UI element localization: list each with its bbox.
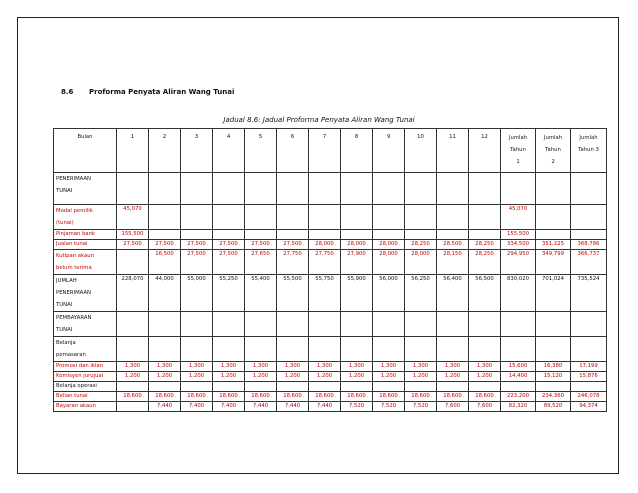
belanja-pemasaran-cell	[309, 337, 341, 362]
komisyen-jurujual-value: 1,200	[469, 372, 501, 382]
pinjaman-cell	[149, 230, 181, 240]
penerimaan-cell	[536, 173, 571, 205]
jualan-tunai-value: 28,250	[469, 240, 501, 250]
jualan-tunai-value: 28,000	[309, 240, 341, 250]
pinjaman-cell	[277, 230, 309, 240]
kutipan-akaun-value: 28,150	[437, 250, 469, 275]
header-month-8: 8	[341, 129, 373, 173]
kutipan-akaun-value: 27,650	[245, 250, 277, 275]
komisyen-jurujual-value: 1,200	[341, 372, 373, 382]
penerimaan-cell	[405, 173, 437, 205]
bayaran-akaun-value: 82,320	[501, 402, 536, 412]
label-pinjaman-bank: Pinjaman bank	[54, 230, 117, 240]
modal-cell	[405, 205, 437, 230]
jumlah-penerimaan-value: 55,500	[277, 275, 309, 312]
header-bulan: Bulan	[54, 129, 117, 173]
penerimaan-cell	[181, 173, 213, 205]
penerimaan-cell	[469, 173, 501, 205]
header-month-12: 12	[469, 129, 501, 173]
komisyen-jurujual-value: 1,200	[405, 372, 437, 382]
belanja-operasi-cell	[149, 382, 181, 392]
bayaran-akaun-value: 7,400	[213, 402, 245, 412]
belanja-pemasaran-cell	[373, 337, 405, 362]
belanja-operasi-cell	[277, 382, 309, 392]
belanja-pemasaran-cell	[149, 337, 181, 362]
modal-cell	[245, 205, 277, 230]
label-komisyen-jurujual: Komisyen jurujual	[54, 372, 117, 382]
section-title: Proforma Penyata Aliran Wang Tunai	[89, 88, 235, 96]
promosi-iklan-value: 1,300	[149, 362, 181, 372]
belian-tunai-value: 18,600	[469, 392, 501, 402]
label-jumlah-penerimaan: JUMLAH PENERIMAAN TUNAI	[54, 275, 117, 312]
header-month-5: 5	[245, 129, 277, 173]
promosi-iklan-value: 1,300	[277, 362, 309, 372]
label-jualan-tunai: Jualan tunai	[54, 240, 117, 250]
kutipan-akaun-value: 27,500	[213, 250, 245, 275]
modal-cell	[213, 205, 245, 230]
belian-tunai-value: 18,600	[213, 392, 245, 402]
label-penerimaan-tunai: PENERIMAAN TUNAI	[54, 173, 117, 205]
section-heading	[61, 88, 234, 96]
bayaran-akaun-value: 7,400	[181, 402, 213, 412]
jualan-tunai-value: 334,500	[501, 240, 536, 250]
promosi-iklan-value: 1,300	[181, 362, 213, 372]
header-month-6: 6	[277, 129, 309, 173]
penerimaan-cell	[213, 173, 245, 205]
pembayaran-cell	[117, 312, 149, 337]
cash-flow-table	[53, 128, 607, 412]
row-pinjaman-bank	[54, 230, 607, 240]
pembayaran-cell	[536, 312, 571, 337]
pinjaman-cell	[341, 230, 373, 240]
belanja-operasi-cell	[341, 382, 373, 392]
label-belian-tunai: Belian tunai	[54, 392, 117, 402]
label-bayaran-akaun: Bayaran akaun	[54, 402, 117, 412]
promosi-iklan-value: 1,300	[437, 362, 469, 372]
kutipan-akaun-value: 294,950	[501, 250, 536, 275]
bayaran-akaun-value	[117, 402, 149, 412]
komisyen-jurujual-value: 1,200	[373, 372, 405, 382]
bayaran-akaun-value: 7,600	[437, 402, 469, 412]
komisyen-jurujual-value: 1,200	[277, 372, 309, 382]
row-komisyen-jurujual	[54, 372, 607, 382]
modal-jumlah-1: 45,070	[501, 205, 536, 230]
jualan-tunai-value: 28,000	[341, 240, 373, 250]
header-month-3: 3	[181, 129, 213, 173]
belanja-operasi-cell	[536, 382, 571, 392]
komisyen-jurujual-value: 1,200	[149, 372, 181, 382]
belian-tunai-value: 18,600	[437, 392, 469, 402]
belanja-operasi-cell	[245, 382, 277, 392]
pinjaman-cell	[469, 230, 501, 240]
belanja-operasi-cell	[213, 382, 245, 392]
modal-cell	[469, 205, 501, 230]
pembayaran-cell	[149, 312, 181, 337]
label-promosi-iklan: Promosi dan iklan	[54, 362, 117, 372]
pembayaran-cell	[437, 312, 469, 337]
modal-cell	[309, 205, 341, 230]
pinjaman-cell	[309, 230, 341, 240]
row-modal-pemilik	[54, 205, 607, 230]
belanja-operasi-cell	[469, 382, 501, 392]
row-penerimaan-tunai	[54, 173, 607, 205]
modal-cell	[437, 205, 469, 230]
belanja-pemasaran-cell	[536, 337, 571, 362]
modal-jumlah-2	[536, 205, 571, 230]
pembayaran-cell	[571, 312, 607, 337]
modal-jumlah-3	[571, 205, 607, 230]
belian-tunai-value: 18,600	[245, 392, 277, 402]
belanja-pemasaran-cell	[469, 337, 501, 362]
header-jumlah-tahun-2: Jumlah Tahun 2	[536, 129, 571, 173]
jumlah-penerimaan-value: 55,750	[309, 275, 341, 312]
kutipan-akaun-value: 28,000	[405, 250, 437, 275]
jumlah-penerimaan-value: 735,524	[571, 275, 607, 312]
penerimaan-cell	[149, 173, 181, 205]
kutipan-akaun-value: 366,737	[571, 250, 607, 275]
jumlah-penerimaan-value: 228,070	[117, 275, 149, 312]
komisyen-jurujual-value: 1,200	[181, 372, 213, 382]
label-kutipan-akaun: Kutipan akaun belum terima	[54, 250, 117, 275]
pinjaman-cell	[405, 230, 437, 240]
penerimaan-cell	[309, 173, 341, 205]
kutipan-akaun-value: 16,500	[149, 250, 181, 275]
promosi-iklan-value: 1,300	[373, 362, 405, 372]
jumlah-penerimaan-value: 56,400	[437, 275, 469, 312]
row-belanja-pemasaran	[54, 337, 607, 362]
komisyen-jurujual-value: 1,200	[213, 372, 245, 382]
pembayaran-cell	[373, 312, 405, 337]
header-jumlah-tahun-3: Jumlah Tahun 3	[571, 129, 607, 173]
promosi-iklan-value: 15,600	[501, 362, 536, 372]
belanja-pemasaran-cell	[117, 337, 149, 362]
belian-tunai-value: 18,600	[149, 392, 181, 402]
belanja-pemasaran-cell	[277, 337, 309, 362]
promosi-iklan-value: 1,300	[405, 362, 437, 372]
komisyen-jurujual-value: 1,200	[117, 372, 149, 382]
belian-tunai-value: 234,360	[536, 392, 571, 402]
bayaran-akaun-value: 7,440	[149, 402, 181, 412]
pinjaman-jumlah-3	[571, 230, 607, 240]
bayaran-akaun-value: 7,520	[405, 402, 437, 412]
jualan-tunai-value: 368,786	[571, 240, 607, 250]
jualan-tunai-value: 27,500	[213, 240, 245, 250]
jualan-tunai-value: 28,000	[373, 240, 405, 250]
row-promosi-iklan	[54, 362, 607, 372]
bayaran-akaun-value: 7,440	[277, 402, 309, 412]
komisyen-jurujual-value: 1,200	[309, 372, 341, 382]
promosi-iklan-value: 16,380	[536, 362, 571, 372]
belian-tunai-value: 18,600	[277, 392, 309, 402]
header-month-7: 7	[309, 129, 341, 173]
pinjaman-cell	[181, 230, 213, 240]
jualan-tunai-value: 351,225	[536, 240, 571, 250]
belanja-pemasaran-cell	[405, 337, 437, 362]
penerimaan-cell	[571, 173, 607, 205]
jumlah-penerimaan-value: 56,250	[405, 275, 437, 312]
row-belanja-operasi	[54, 382, 607, 392]
jumlah-penerimaan-value: 55,900	[341, 275, 373, 312]
modal-cell	[341, 205, 373, 230]
jumlah-penerimaan-value: 44,000	[149, 275, 181, 312]
belian-tunai-value: 18,600	[373, 392, 405, 402]
jumlah-penerimaan-value: 56,000	[373, 275, 405, 312]
table-caption: Jadual 8.6: Jadual Proforma Penyata Aliran Wang Tunai	[223, 116, 415, 124]
promosi-iklan-value: 1,300	[469, 362, 501, 372]
kutipan-akaun-value: 27,750	[277, 250, 309, 275]
pembayaran-cell	[501, 312, 536, 337]
penerimaan-cell	[341, 173, 373, 205]
komisyen-jurujual-value: 14,400	[501, 372, 536, 382]
komisyen-jurujual-value: 1,200	[245, 372, 277, 382]
label-pembayaran-tunai: PEMBAYARAN TUNAI	[54, 312, 117, 337]
row-bayaran-akaun	[54, 402, 607, 412]
header-month-10: 10	[405, 129, 437, 173]
jumlah-penerimaan-value: 55,250	[213, 275, 245, 312]
bayaran-akaun-value: 89,520	[536, 402, 571, 412]
pembayaran-cell	[245, 312, 277, 337]
penerimaan-cell	[437, 173, 469, 205]
belian-tunai-value: 223,200	[501, 392, 536, 402]
row-belian-tunai	[54, 392, 607, 402]
kutipan-akaun-value: 28,250	[469, 250, 501, 275]
jualan-tunai-value: 27,500	[277, 240, 309, 250]
belian-tunai-value: 18,600	[309, 392, 341, 402]
header-row	[54, 129, 607, 173]
pinjaman-cell	[245, 230, 277, 240]
komisyen-jurujual-value: 15,120	[536, 372, 571, 382]
pembayaran-cell	[469, 312, 501, 337]
penerimaan-cell	[277, 173, 309, 205]
header-month-2: 2	[149, 129, 181, 173]
belian-tunai-value: 18,600	[341, 392, 373, 402]
row-pembayaran-tunai	[54, 312, 607, 337]
header-month-1: 1	[117, 129, 149, 173]
header-month-4: 4	[213, 129, 245, 173]
pembayaran-cell	[405, 312, 437, 337]
promosi-iklan-value: 1,300	[309, 362, 341, 372]
bayaran-akaun-value: 7,520	[341, 402, 373, 412]
bayaran-akaun-value: 7,440	[309, 402, 341, 412]
header-jumlah-tahun-1: Jumlah Tahun 1	[501, 129, 536, 173]
penerimaan-cell	[501, 173, 536, 205]
pembayaran-cell	[309, 312, 341, 337]
komisyen-jurujual-value: 15,876	[571, 372, 607, 382]
label-modal-pemilik: Modal pemilik (tunai)	[54, 205, 117, 230]
belanja-pemasaran-cell	[437, 337, 469, 362]
belanja-operasi-cell	[181, 382, 213, 392]
kutipan-akaun-value: 28,000	[373, 250, 405, 275]
belanja-operasi-cell	[309, 382, 341, 392]
jualan-tunai-value: 27,500	[149, 240, 181, 250]
belanja-operasi-cell	[437, 382, 469, 392]
kutipan-akaun-value: 27,900	[341, 250, 373, 275]
jualan-tunai-value: 27,500	[117, 240, 149, 250]
promosi-iklan-value: 1,300	[117, 362, 149, 372]
belanja-pemasaran-cell	[501, 337, 536, 362]
belanja-operasi-cell	[501, 382, 536, 392]
penerimaan-cell	[117, 173, 149, 205]
modal-cell	[181, 205, 213, 230]
pinjaman-jumlah-2	[536, 230, 571, 240]
pinjaman-cell	[437, 230, 469, 240]
promosi-iklan-value: 1,300	[245, 362, 277, 372]
jualan-tunai-value: 27,500	[181, 240, 213, 250]
belanja-operasi-cell	[405, 382, 437, 392]
belanja-operasi-cell	[117, 382, 149, 392]
bayaran-akaun-value: 94,374	[571, 402, 607, 412]
modal-month-1: 45,070	[117, 205, 149, 230]
header-month-11: 11	[437, 129, 469, 173]
jumlah-penerimaan-value: 55,000	[181, 275, 213, 312]
jumlah-penerimaan-value: 701,024	[536, 275, 571, 312]
belian-tunai-value: 18,600	[117, 392, 149, 402]
bayaran-akaun-value: 7,520	[373, 402, 405, 412]
pembayaran-cell	[181, 312, 213, 337]
belian-tunai-value: 246,078	[571, 392, 607, 402]
jumlah-penerimaan-value: 56,500	[469, 275, 501, 312]
pinjaman-jumlah-1: 155,500	[501, 230, 536, 240]
modal-cell	[149, 205, 181, 230]
row-kutipan-akaun	[54, 250, 607, 275]
jumlah-penerimaan-value: 55,400	[245, 275, 277, 312]
kutipan-akaun-value	[117, 250, 149, 275]
kutipan-akaun-value: 27,500	[181, 250, 213, 275]
section-number: 8.6	[61, 88, 74, 96]
belanja-operasi-cell	[571, 382, 607, 392]
belian-tunai-value: 18,600	[181, 392, 213, 402]
promosi-iklan-value: 17,199	[571, 362, 607, 372]
promosi-iklan-value: 1,300	[213, 362, 245, 372]
modal-cell	[277, 205, 309, 230]
jualan-tunai-value: 28,250	[405, 240, 437, 250]
jumlah-penerimaan-value: 830,020	[501, 275, 536, 312]
pembayaran-cell	[341, 312, 373, 337]
bayaran-akaun-value: 7,600	[469, 402, 501, 412]
pinjaman-cell	[373, 230, 405, 240]
belanja-pemasaran-cell	[245, 337, 277, 362]
belanja-pemasaran-cell	[213, 337, 245, 362]
belanja-operasi-cell	[373, 382, 405, 392]
pembayaran-cell	[213, 312, 245, 337]
bayaran-akaun-value: 7,440	[245, 402, 277, 412]
jualan-tunai-value: 27,500	[245, 240, 277, 250]
belanja-pemasaran-cell	[341, 337, 373, 362]
belanja-pemasaran-cell	[181, 337, 213, 362]
komisyen-jurujual-value: 1,200	[437, 372, 469, 382]
label-belanja-operasi: Belanja operasi	[54, 382, 117, 392]
belian-tunai-value: 18,600	[405, 392, 437, 402]
row-jualan-tunai	[54, 240, 607, 250]
pinjaman-month-1: 155,500	[117, 230, 149, 240]
kutipan-akaun-value: 27,750	[309, 250, 341, 275]
kutipan-akaun-value: 349,799	[536, 250, 571, 275]
penerimaan-cell	[245, 173, 277, 205]
header-month-9: 9	[373, 129, 405, 173]
belanja-pemasaran-cell	[571, 337, 607, 362]
promosi-iklan-value: 1,300	[341, 362, 373, 372]
row-jumlah-penerimaan	[54, 275, 607, 312]
label-belanja-pemasaran: Belanja pemasaran	[54, 337, 117, 362]
penerimaan-cell	[373, 173, 405, 205]
pinjaman-cell	[213, 230, 245, 240]
jualan-tunai-value: 28,500	[437, 240, 469, 250]
modal-cell	[373, 205, 405, 230]
pembayaran-cell	[277, 312, 309, 337]
